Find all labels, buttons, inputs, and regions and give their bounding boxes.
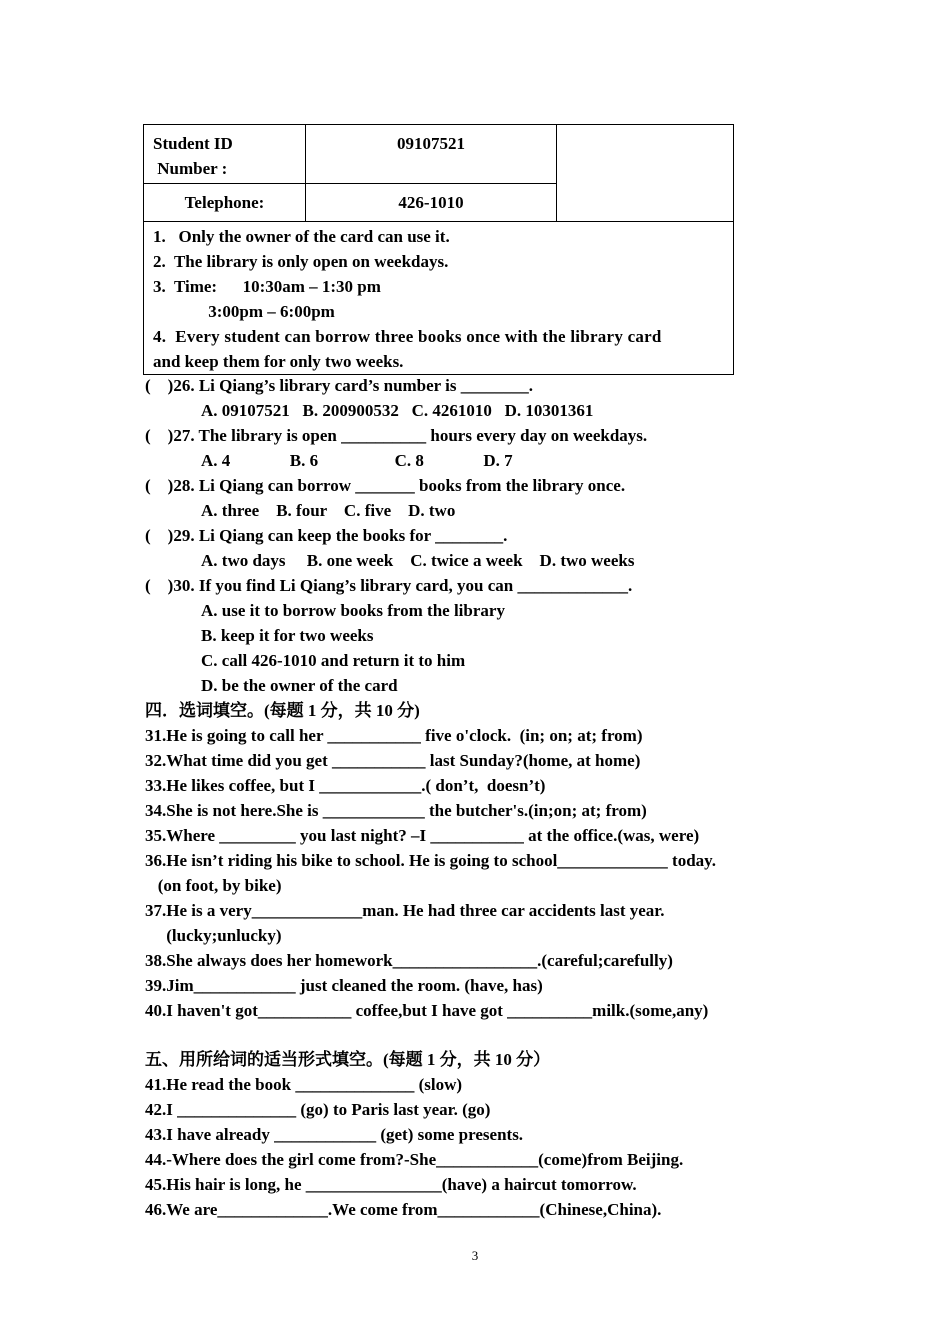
library-card-table [143, 124, 734, 375]
tel-value-cell [306, 184, 557, 222]
tel-value: 426-1010 [398, 192, 464, 212]
option-30-b: B. keep it for two weeks [201, 626, 374, 645]
section4-item: 37.He is a very_____________man. He had three car accidents last year. [145, 901, 665, 920]
page-number: 3 [471, 1248, 479, 1263]
section5-item: 42.I ______________ (go) to Paris last year. (go) [145, 1100, 491, 1119]
section4-item: 38.She always does her homework_________________.(careful;carefully) [145, 951, 673, 970]
section4-item: (on foot, by bike) [145, 876, 282, 895]
rule-line: and keep them for only two weeks. [153, 352, 404, 371]
section4-item: 40.I haven't got___________ coffee,but I have got __________milk.(some,any) [145, 1001, 709, 1020]
options-28: A. three B. four C. five D. two [201, 501, 456, 520]
option-30-a: A. use it to borrow books from the library [201, 601, 505, 620]
rules-cell [144, 222, 734, 375]
section4-item: 35.Where _________ you last night? –I ___________ at the office.(was, were) [145, 826, 700, 845]
section5-item: 41.He read the book ______________ (slow) [145, 1075, 463, 1094]
rule-line: 3:00pm – 6:00pm [153, 302, 335, 321]
id-value-cell [306, 125, 557, 184]
section4-item: 31.He is going to call her ___________ five o'clock. (in; on; at; from) [145, 726, 643, 745]
section4-item: 33.He likes coffee, but I ____________.( don’t, doesn’t) [145, 776, 546, 795]
options-27: A. 4 B. 6 C. 8 D. 7 [201, 451, 513, 470]
options-29: A. two days B. one week C. twice a week D. two weeks [201, 551, 635, 570]
rule-line: 3. Time: 10:30am – 1:30 pm [153, 277, 381, 296]
question-26: ( )26. Li Qiang’s library card’s number is ________. [145, 376, 534, 395]
photo-cell [557, 125, 734, 222]
id-label-cell [144, 125, 306, 184]
section4-item: 32.What time did you get ___________ last Sunday?(home, at home) [145, 751, 641, 770]
section5-item: 43.I have already ____________ (get) some presents. [145, 1125, 524, 1144]
id-label-line1: Student ID [153, 134, 233, 153]
section4-item: 36.He isn’t riding his bike to school. He is going to school_____________ today. [145, 851, 716, 870]
options-26: A. 09107521 B. 200900532 C. 4261010 D. 10301361 [201, 401, 594, 420]
section5-item: 44.-Where does the girl come from?-She____________(come)from Beijing. [145, 1150, 684, 1169]
section4-title: 四．选词填空。(每题 1 分，共 10 分) [145, 701, 420, 720]
tel-label-cell [144, 184, 306, 222]
option-30-d: D. be the owner of the card [201, 676, 398, 695]
question-29: ( )29. Li Qiang can keep the books for ________. [145, 526, 508, 545]
rule-line: 1. Only the owner of the card can use it. [153, 227, 450, 246]
section5-item: 46.We are_____________.We come from____________(Chinese,China). [145, 1200, 662, 1219]
section5-item: 45.His hair is long, he ________________(have) a haircut tomorrow. [145, 1175, 637, 1194]
section5-title: 五、用所给词的适当形式填空。(每题 1 分，共 10 分） [145, 1050, 551, 1069]
question-30: ( )30. If you find Li Qiang’s library card, you can _____________. [145, 576, 633, 595]
section4-item: 39.Jim____________ just cleaned the room. (have, has) [145, 976, 543, 995]
id-label-line2: Number : [153, 159, 228, 178]
section4-item: 34.She is not here.She is ____________ the butcher's.(in;on; at; from) [145, 801, 647, 820]
section4-item: (lucky;unlucky) [145, 926, 282, 945]
rule-line: 4. Every student can borrow three books once with the library card [153, 327, 662, 346]
option-30-c: C. call 426-1010 and return it to him [201, 651, 466, 670]
id-value: 09107521 [397, 134, 465, 153]
question-27: ( )27. The library is open __________ hours every day on weekdays. [145, 426, 648, 445]
question-28: ( )28. Li Qiang can borrow _______ books from the library once. [145, 476, 626, 495]
tel-label: Telephone: [184, 192, 265, 212]
rule-line: 2. The library is only open on weekdays. [153, 252, 449, 271]
